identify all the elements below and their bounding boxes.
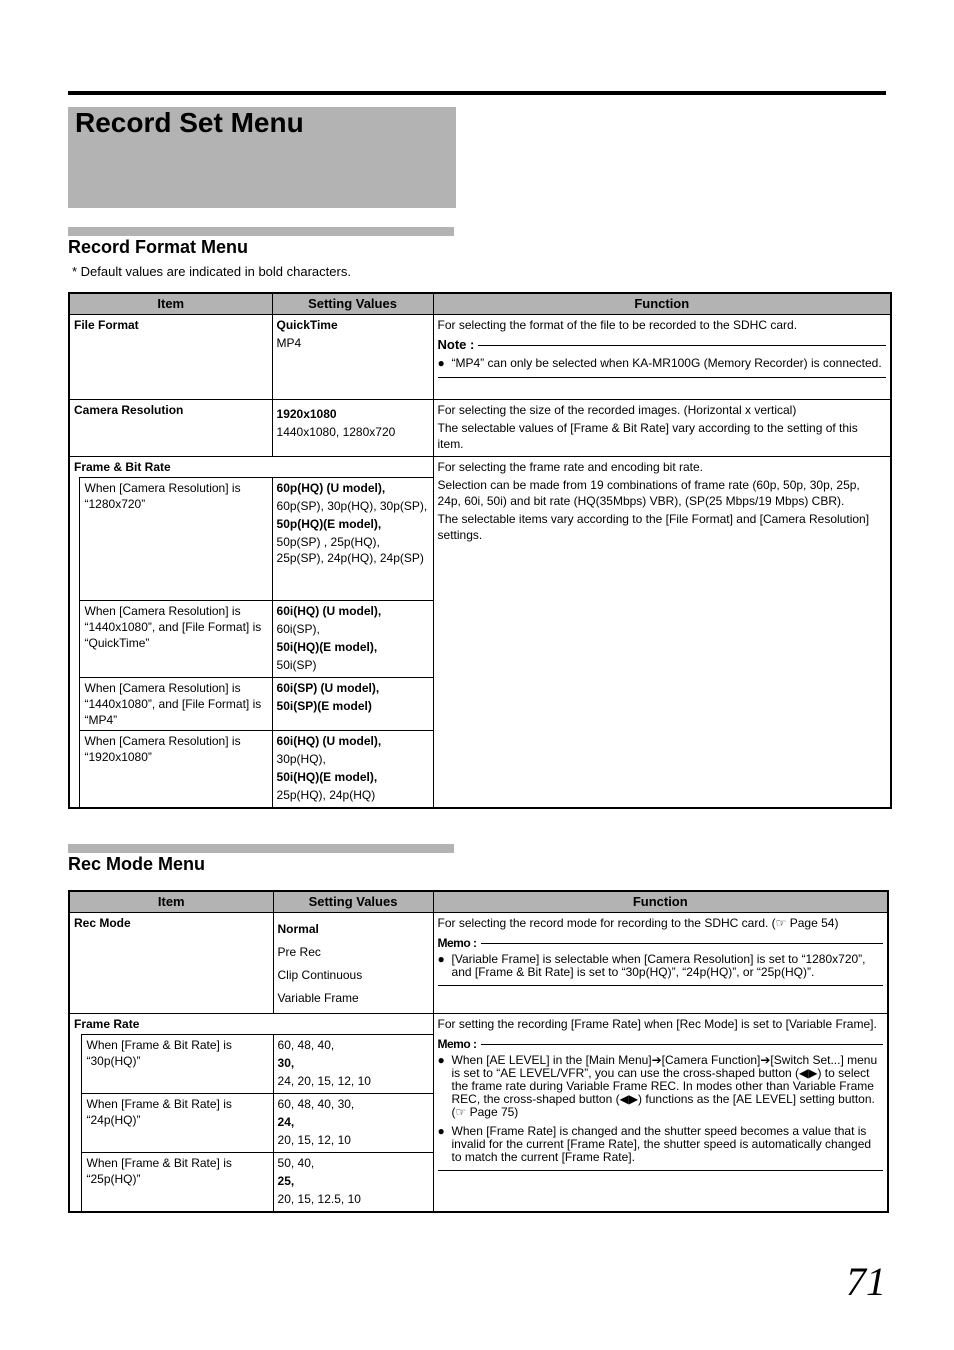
page-title: Record Set Menu [75, 107, 304, 138]
note-label: Note : [437, 337, 475, 352]
top-rule [68, 91, 886, 95]
function-text: For selecting the size of the recorded images. (Horizontal x vertical) [437, 403, 797, 417]
value-other: 60, 48, 40, 30, [277, 1097, 355, 1111]
header-item: Item [69, 293, 272, 315]
header-function: Function [433, 293, 891, 315]
header-setting-values: Setting Values [272, 293, 433, 315]
value-default: 24, [277, 1115, 295, 1129]
function-rec-mode [433, 913, 888, 1014]
value-default: Normal [277, 922, 319, 936]
value-default: 50i(SP)(E model) [276, 699, 372, 713]
value-default: 60i(HQ) (U model), [276, 734, 382, 748]
values-cell [272, 478, 433, 601]
function-frame-bit-rate [433, 457, 891, 809]
values-cell [273, 1094, 433, 1153]
value-other: 50, 40, [277, 1156, 315, 1170]
condition-cell: When [Frame & Bit Rate] is “30p(HQ)” [81, 1035, 273, 1094]
memo-heading [438, 1036, 884, 1052]
section-title-rec-mode: Rec Mode Menu [68, 854, 206, 874]
values-cell [272, 731, 433, 809]
function-text: For setting the recording [Frame Rate] when [Rec Mode] is set to [Variable Frame]. [437, 1017, 877, 1031]
header-setting-values: Setting Values [273, 891, 433, 913]
value-other: Pre Rec [277, 945, 321, 959]
value-default: QuickTime [276, 318, 338, 332]
section-bar-record-format [68, 227, 454, 236]
memo-item [438, 953, 884, 979]
bullet-icon: ● [437, 356, 445, 370]
note-item [438, 355, 887, 371]
bullet-icon: ● [437, 1053, 445, 1067]
value-default: 30, [277, 1056, 295, 1070]
memo-text: When [AE LEVEL] in the [Main Menu]➔[Camera Function]➔[Switch Set...] menu is set to “AE LEVEL/VFR”, you can use the cross-shaped button (◀▶) to select the frame rate during Variable Frame REC. In modes other than Variable Frame REC, the cross-shaped button (◀▶) functions as the [AE LEVEL] setting button. (☞ Page 75) [451, 1053, 878, 1119]
value-other: 30p(HQ), [276, 752, 326, 766]
memo-item [438, 1125, 884, 1164]
table-row [69, 913, 888, 1014]
value-default: 50i(HQ)(E model), [276, 770, 378, 784]
value-default: 50p(HQ)(E model), [276, 517, 382, 531]
table-header-row [69, 293, 891, 315]
header-function: Function [433, 891, 888, 913]
condition-cell: When [Camera Resolution] is “1920x1080” [79, 731, 272, 809]
value-other: 60p(SP), 30p(HQ), 30p(SP), [276, 499, 428, 513]
function-text: For selecting the frame rate and encoding bit rate. [437, 460, 703, 474]
value-other: 25p(HQ), 24p(HQ) [276, 788, 376, 802]
values-cell [272, 601, 433, 678]
bullet-icon: ● [437, 1124, 445, 1138]
condition-cell: When [Frame & Bit Rate] is “25p(HQ)” [81, 1153, 273, 1213]
value-other: MP4 [276, 336, 302, 350]
header-item: Item [69, 891, 273, 913]
function-text: Selection can be made from 19 combinations of frame rate (60p, 50p, 30p, 25p, 24p, 60i, 50i) and bit rate (HQ(35Mbps) VBR), (SP(25 Mbps/19 Mbps) CBR). [437, 478, 860, 508]
condition-cell: When [Camera Resolution] is “1440x1080”, and [File Format] is “MP4” [79, 678, 272, 731]
bullet-icon: ● [437, 952, 445, 966]
table-row [69, 457, 891, 478]
values-camera-resolution [272, 400, 433, 457]
section-title-record-format: Record Format Menu [68, 237, 249, 257]
value-default: 50i(HQ)(E model), [276, 640, 378, 654]
item-rec-mode: Rec Mode [69, 913, 273, 1014]
note-text: “MP4” can only be selected when KA-MR100G (Memory Recorder) is connected. [451, 356, 882, 370]
value-default: 1920x1080 [276, 407, 337, 421]
memo-heading [438, 935, 884, 951]
values-rec-mode [273, 913, 433, 1014]
memo-text: When [Frame Rate] is changed and the shutter speed becomes a value that is invalid for the current [Frame Rate], the shutter speed is automatically changed to match the current [Frame Rate]. [451, 1124, 872, 1164]
memo-label: Memo : [437, 936, 477, 950]
value-other: 20, 15, 12, 10 [277, 1133, 351, 1147]
function-text: For selecting the format of the file to be recorded to the SDHC card. [437, 318, 798, 332]
note-heading [438, 337, 887, 353]
value-default: 60p(HQ) (U model), [276, 481, 386, 495]
rec-mode-table [68, 890, 889, 1213]
value-other: 50i(SP) [276, 658, 317, 672]
table-row [69, 315, 891, 400]
function-text: For selecting the record mode for recording to the SDHC card. (☞ Page 54) [437, 916, 839, 930]
table-row [69, 1014, 888, 1035]
function-frame-rate [433, 1014, 888, 1213]
value-other: 60, 48, 40, [277, 1038, 335, 1052]
function-text: The selectable items vary according to the [File Format] and [Camera Resolution] settings. [437, 512, 870, 542]
page-number: 71 [846, 1259, 886, 1304]
value-other: 60i(SP), [276, 622, 320, 636]
title-box [68, 107, 456, 208]
item-file-format: File Format [69, 315, 272, 400]
condition-cell: When [Frame & Bit Rate] is “24p(HQ)” [81, 1094, 273, 1153]
values-cell [273, 1035, 433, 1094]
item-frame-rate: Frame Rate [69, 1014, 433, 1035]
value-other: 24, 20, 15, 12, 10 [277, 1074, 371, 1088]
values-file-format [272, 315, 433, 400]
function-camera-resolution [433, 400, 891, 457]
memo-text: [Variable Frame] is selectable when [Camera Resolution] is set to “1280x720”, and [Frame & Bit Rate] is set to “30p(HQ)”, “24p(HQ)”, or “25p(HQ)”. [451, 952, 866, 979]
function-text: The selectable values of [Frame & Bit Rate] vary according to the setting of this item. [437, 421, 858, 451]
item-frame-bit-rate: Frame & Bit Rate [69, 457, 433, 478]
value-other: 1440x1080, 1280x720 [276, 425, 396, 439]
value-default: 60i(HQ) (U model), [276, 604, 382, 618]
value-default: 25, [277, 1174, 295, 1188]
item-camera-resolution: Camera Resolution [69, 400, 272, 457]
default-values-note: * Default values are indicated in bold characters. [72, 264, 351, 279]
value-other: Clip Continuous [277, 968, 363, 982]
values-cell [272, 678, 433, 731]
table-row [69, 400, 891, 457]
values-cell [273, 1153, 433, 1213]
record-format-table [68, 292, 892, 809]
memo-item [438, 1054, 884, 1119]
memo-label: Memo : [437, 1037, 477, 1051]
function-file-format [433, 315, 891, 400]
section-bar-rec-mode [68, 844, 454, 853]
value-other: Variable Frame [277, 991, 359, 1005]
value-other: 50p(SP) , 25p(HQ), 25p(SP), 24p(HQ), 24p(SP) [276, 535, 424, 565]
value-default: 60i(SP) (U model), [276, 681, 380, 695]
condition-cell: When [Camera Resolution] is “1280x720” [79, 478, 272, 601]
condition-cell: When [Camera Resolution] is “1440x1080”, and [File Format] is “QuickTime” [79, 601, 272, 678]
value-other: 20, 15, 12.5, 10 [277, 1192, 361, 1206]
table-header-row [69, 891, 888, 913]
